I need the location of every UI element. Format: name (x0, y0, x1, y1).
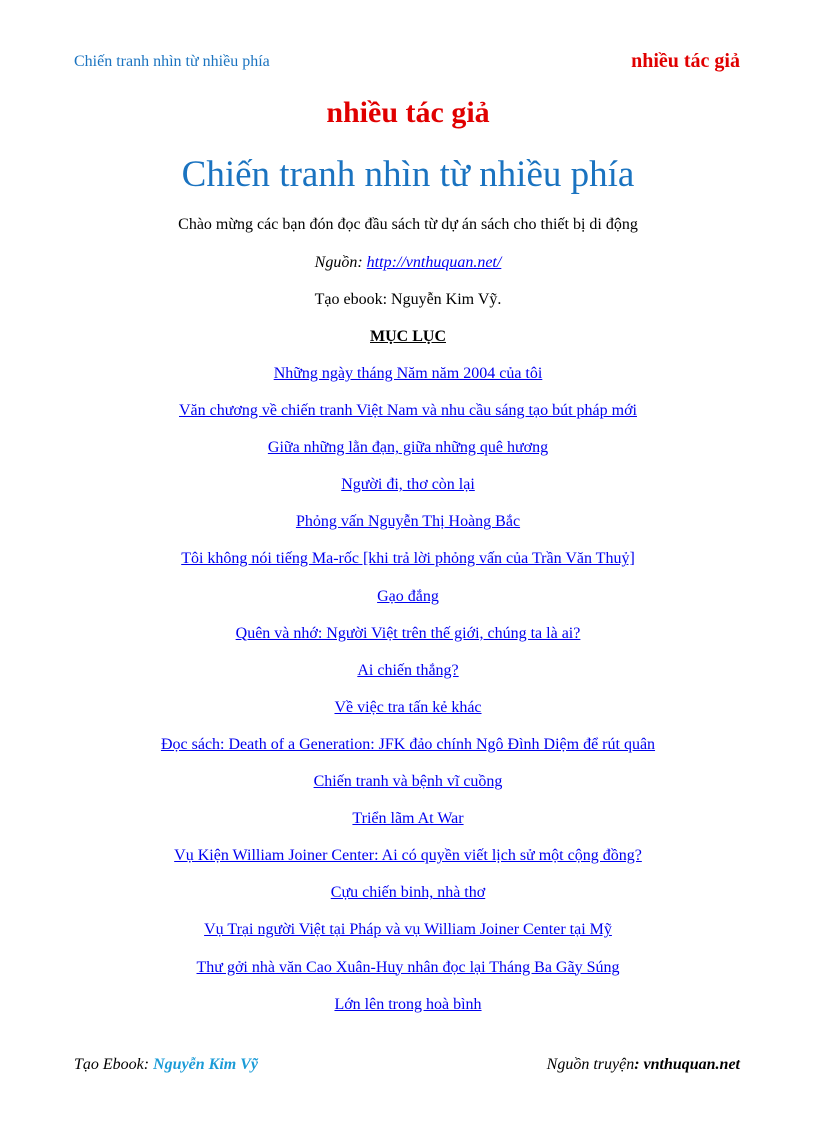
source-link[interactable]: http://vnthuquan.net/ (366, 254, 502, 271)
toc-link[interactable]: Triển lãm At War (352, 810, 464, 828)
toc-heading: MỤC LỤC (370, 328, 446, 345)
header-book-title: Chiến tranh nhìn từ nhiều phía (74, 53, 270, 70)
toc-item (0, 401, 816, 438)
table-of-contents (0, 364, 816, 1032)
toc-item (0, 661, 816, 698)
toc-link[interactable]: Ai chiến thắng? (357, 661, 459, 679)
toc-item (0, 735, 816, 772)
toc-link[interactable]: Giữa những lằn đạn, giữa những quê hương (267, 439, 549, 457)
toc-item (0, 809, 816, 846)
book-title: Chiến tranh nhìn từ nhiều phía (181, 154, 635, 195)
toc-link[interactable]: Về việc tra tấn kẻ khác (334, 698, 482, 716)
toc-link[interactable]: Gạo đắng (377, 587, 439, 605)
toc-item (0, 475, 816, 512)
toc-link[interactable]: Những ngày tháng Năm năm 2004 của tôi (273, 365, 543, 382)
toc-link[interactable]: Đọc sách: Death of a Generation: JFK đảo chính Ngô Đình Diệm để rút quân (160, 735, 656, 753)
toc-link[interactable]: Vụ Kiện William Joiner Center: Ai có quyền viết lịch sử một cộng đồng? (174, 847, 642, 865)
toc-item (0, 549, 816, 586)
toc-item (0, 698, 816, 735)
toc-item (0, 772, 816, 809)
footer-source-label: Nguồn truyện (546, 1056, 635, 1073)
footer-separator: : (143, 1056, 154, 1073)
toc-link[interactable]: Người đi, thơ còn lại (341, 476, 475, 494)
toc-link[interactable]: Cựu chiến binh, nhà thơ (330, 884, 486, 902)
footer-creator-name: Nguyễn Kim Vỹ (153, 1056, 258, 1073)
ebook-creator: Tạo ebook: Nguyễn Kim Vỹ. (314, 291, 502, 308)
toc-item (0, 587, 816, 624)
welcome-text: Chào mừng các bạn đón đọc đầu sách từ dự án sách cho thiết bị di động (178, 216, 638, 233)
toc-link[interactable]: Lớn lên trong hoà bình (334, 995, 482, 1013)
footer-source-site: vnthuquan.net (643, 1056, 740, 1073)
footer-creator (74, 1056, 258, 1074)
page-footer (74, 1056, 740, 1078)
toc-link[interactable]: Chiến tranh và bệnh vĩ cuồng (313, 773, 503, 791)
toc-item (0, 958, 816, 995)
toc-link[interactable]: Thư gởi nhà văn Cao Xuân-Huy nhân đọc lại Tháng Ba Gãy Súng (196, 958, 620, 976)
toc-item (0, 438, 816, 475)
toc-link[interactable]: Tôi không nói tiếng Ma-rốc [khi trả lời phỏng vấn của Trần Văn Thuỷ] (181, 550, 635, 568)
toc-item (0, 883, 816, 920)
toc-item (0, 995, 816, 1032)
footer-separator: : (634, 1056, 644, 1073)
toc-item (0, 364, 816, 401)
toc-item (0, 624, 816, 661)
page-header (74, 50, 740, 76)
toc-link[interactable]: Văn chương về chiến tranh Việt Nam và nhu cầu sáng tạo bút pháp mới (179, 402, 637, 420)
toc-link[interactable]: Vụ Trại người Việt tại Pháp và vụ William Joiner Center tại Mỹ (204, 921, 612, 939)
toc-link[interactable]: Quên và nhớ: Người Việt trên thế giới, chúng ta là ai? (235, 624, 581, 642)
header-author: nhiều tác giả (631, 50, 740, 72)
source-line (0, 253, 816, 273)
author-heading: nhiều tác giả (326, 96, 490, 129)
footer-creator-label: Tạo Ebook (74, 1056, 144, 1073)
source-label: Nguồn: (314, 254, 367, 271)
toc-item (0, 846, 816, 883)
toc-item (0, 512, 816, 549)
footer-source (547, 1056, 740, 1074)
toc-link[interactable]: Phỏng vấn Nguyễn Thị Hoàng Bắc (295, 513, 521, 531)
toc-item (0, 920, 816, 957)
